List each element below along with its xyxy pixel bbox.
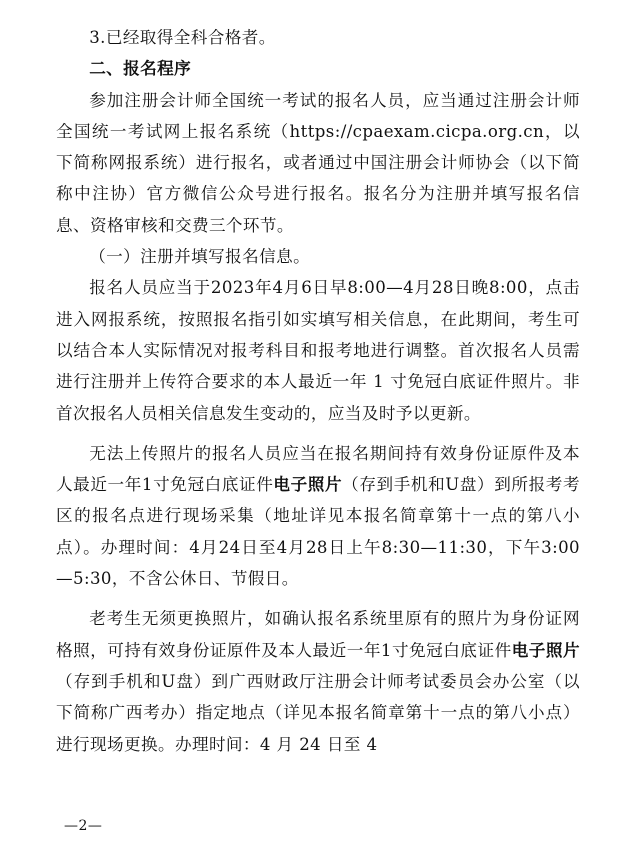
photo-bold-text: 电子照片 (273, 475, 343, 495)
old-text-b: （存到手机和U盘）到广西财政厅注册会计师考试委员会办公室（以下简称广西考办）指定地点（详见本报名简章第十一点的第八小点）进行现场更换。办理时间：4 月 24 日至 4 (56, 671, 580, 754)
paragraph-old-candidates (56, 603, 580, 759)
item-3: 3.已经取得全科合格者。 (89, 28, 276, 47)
paragraph-photo (56, 438, 580, 594)
page-number: —2— (64, 818, 103, 834)
old-text-a: 老考生无须更换照片，如确认报名系统里原有的照片为身份证网格照，可持有效身份证原件及本人最近一年1寸免冠白底证件 (56, 609, 580, 660)
photo-text-b: （存到手机和U盘）到所报考考区的报名点进行现场采集（地址详见本报名简章第十一点的第八小点）。办理时间：4月24日至4月28日上午8:30—11:30，下午3:00—5:30，不含公休日、节假日。 (56, 475, 580, 589)
old-bold-text: 电子照片 (511, 640, 580, 660)
subheading-register: （一）注册并填写报名信息。 (89, 247, 311, 267)
paragraph-intro: 参加注册会计师全国统一考试的报名人员，应当通过注册会计师全国统一考试网上报名系统（https://cpaexam.cicpa.org.cn，以下简称网报系统）进行报名，或者通过中国注册会计师协会（以下简称中注协）官方微信公众号进行报名。报名分为注册并填写报名信息、资格审核和交费三个环节。 (56, 90, 580, 235)
document-body (56, 22, 580, 760)
photo-text-a: 无法上传照片的报名人员应当在报名期间持有效身份证原件及本人最近一年1寸免冠白底证件 (56, 443, 580, 495)
section-heading: 二、报名程序 (89, 59, 192, 79)
paragraph-register: 报名人员应当于2023年4月6日早8:00—4月28日晚8:00，点击进入网报系统，按照报名指引如实填写相关信息，在此期间，考生可以结合本人实际情况对报考科目和报考地进行调整。首次报名人员需进行注册并上传符合要求的本人最近一年 1 寸免冠白底证件照片。非首次报名人员相关信息发生变动的，应当及时予以更新。 (56, 278, 580, 423)
